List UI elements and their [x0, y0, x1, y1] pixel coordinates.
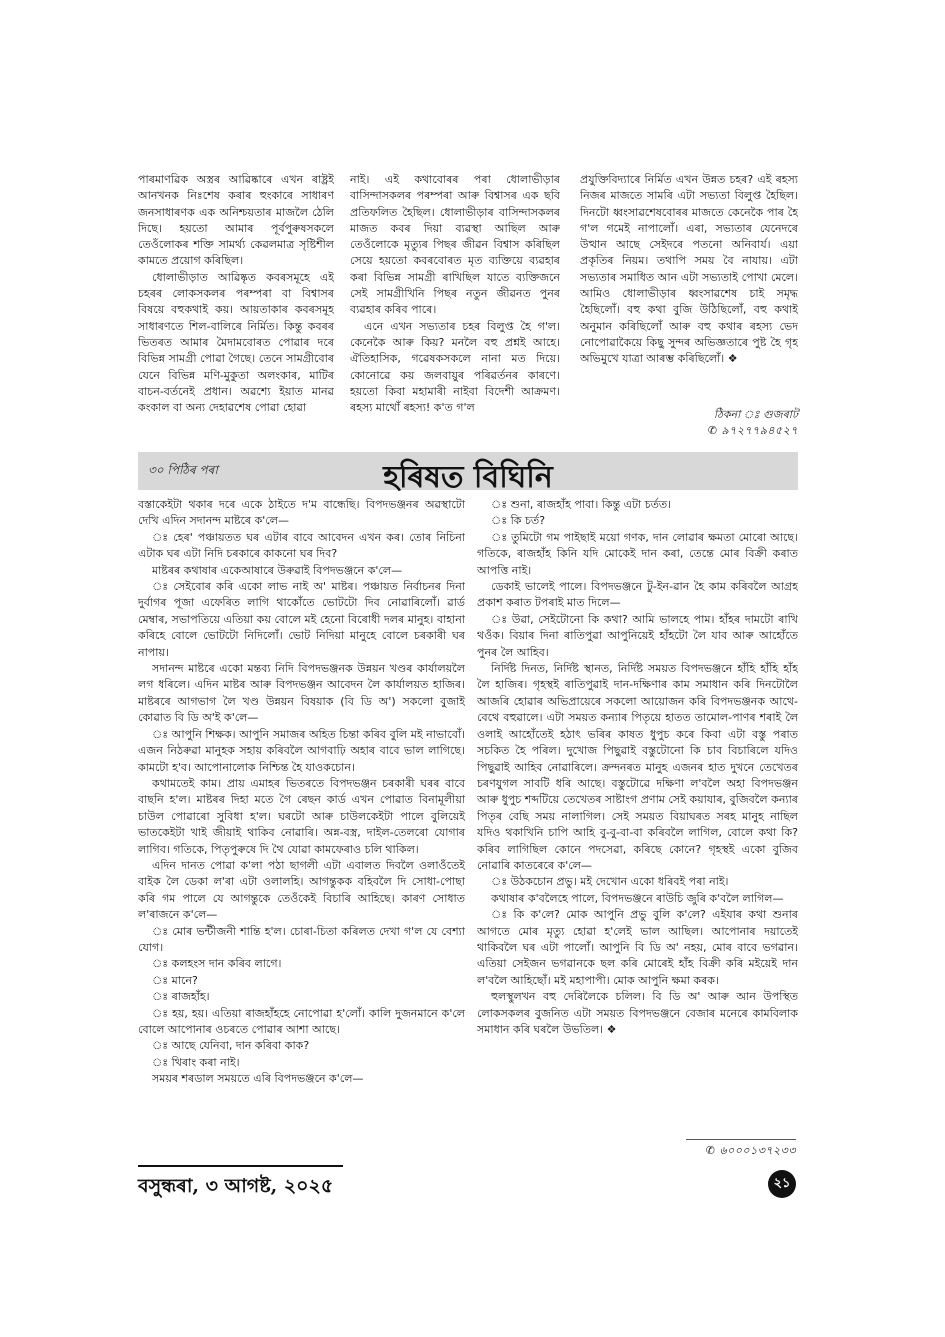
- footer-magazine-date: বসুন্ধৰা, ৩ আগষ্ট, ২০২৫: [138, 1175, 334, 1197]
- paragraph: ঃ শুনা, ৰাজহাঁহ পাবা। কিন্তু এটা চৰ্তত।: [491, 498, 672, 511]
- paragraph: ধোলাভীড়াত আৱিষ্কৃত কবৰসমূহে এই চহৰৰ লোকসকলৰ পৰম্পৰা বা বিশ্বাসৰ বিষয়ে বহুকথাই কয়। আয়তাকাৰ কবৰসমূহ সাধাৰণতে শিল-বালিৰে নিৰ্মিত। কিন্তু কবৰৰ ভিতৰত আমাৰ মৈদামবোৰত পোৱাৰ দৰে বিভিন্ন সামগ্ৰী পোৱা গৈছে। তেনে সামগ্ৰীবোৰ যেনে বিভিন্ন মণি-মুকুতা অলংকাৰ, মাটিৰ বাচন-বৰ্তনেই প্ৰধান। অৱশ্যে ইয়াত মানৱ কংকাল বা অন্য দেহাৱশেষ পোৱা হোৱা: [138, 270, 334, 415]
- paragraph: সদানন্দ মাষ্টৰে একো মন্তব্য নিদি বিপদভঞ্জনক উন্নয়ন খণ্ডৰ কাৰ্যালয়লৈ লগ ধৰিলে। এদিন মাষ্টৰ আৰু বিপদভঞ্জন আবেদন লৈ কাৰ্যালয়ত হাজিৰ। মাষ্টৰৰে আগভাগ লৈ খণ্ড উন্নয়ন বিষয়াক (বি ডি অ') সকলো বুজাই কোৱাত বি ডি অ'ই ক'লে—: [138, 662, 465, 725]
- paragraph: ঃ আছে যেনিবা, দান কৰিবা কাক?: [152, 1039, 310, 1053]
- paragraph: মাষ্টৰৰ কথাষাৰ একেআষাৰে উৰুৱাই বিপদভঞ্জনে ক'লে—: [152, 563, 403, 577]
- story-column-2: [477, 497, 798, 1137]
- paragraph: ঃ কি চৰ্ত?: [491, 514, 546, 528]
- story-column-1: [138, 497, 465, 1159]
- top-column-1: [138, 172, 334, 448]
- paragraph: নাই। এই কথাবোৰৰ পৰা ধোলাভীড়াৰ বাসিন্দাসকলৰ পৰম্পৰা আৰু বিশ্বাসৰ এক ছবি প্ৰতিফলিত হৈছিল। ধোলাভীড়াৰ বাসিন্দাসকলৰ মাজত কবৰ দিয়া ব্যৱস্থা আছিল আৰু তেওঁলোকে মৃত্যুৰ পিছৰ জীৱন বিশ্বাস কৰিছিল সেয়ে হয়তো কবৰবোৰত মৃত ব্যক্তিয়ে ব্যৱহাৰ কৰা বিভিন্ন সামগ্ৰী ৰাখিছিল যাতে ব্যক্তিজনে সেই সামগ্ৰীখিনি পিছৰ নতুন জীৱনত পুনৰ ব্যৱহাৰ কৰিব পাৰে।: [350, 173, 560, 317]
- paragraph: ঃ ৰাজহাঁহ।: [152, 990, 210, 1004]
- paragraph: এদিন দানত পোৱা ক'লা পঠা ছাগলী এটা এবালত দিবলৈ ওলাওঁতেই বাইক লৈ ডেকা ল'ৰা এটা ওলালহি। আগন্তুকক বহিবলৈ দি সোধা-পোছা কৰি গম পালে যে আগন্তুকে তেওঁকেই বিচাৰি আহিছে। কাৰণ সোধাত ল'ৰাজনে ক'লে—: [138, 858, 465, 922]
- story-author-phone: ✆ ৬০০০১৩৭২৩৩: [686, 1139, 796, 1161]
- paragraph: ঃ আপুনি শিক্ষক। আপুনি সমাজৰ অহিত চিন্তা কৰিব বুলি মই নাভাবোঁ। এজন নিঠৰুৱা মানুহক সহায় কৰিবলৈ আগবাঢ়ি অহাৰ বাবে ভাল লাগিছে। কামটো হ'ব। আপোনালোক নিশ্চিন্ত হৈ যাওকচোন।: [138, 727, 465, 774]
- paragraph: বস্তাকেইটা থকাৰ দৰে একে ঠাইতে দ'ম বান্ধেছি। বিপদভঞ্জনৰ অৱস্থাটো দেখি এদিন সদানন্দ মাষ্টৰে ক'লে—: [138, 498, 465, 528]
- paragraph: নিৰ্দিষ্ট দিনত, নিৰ্দিষ্ট স্থানত, নিৰ্দিষ্ট সময়ত বিপদভঞ্জনে হাঁহি হাঁহি হাঁহ লৈ হাজিৰ। গৃহস্থই ৰাতিপুৱাই দান-দক্ষিণাৰ কাম সমাধান কৰি দিনটোলৈ আজৰি হোৱাৰ অভিপ্ৰায়েৰে সকলো আয়োজন কৰি বিপদভঞ্জনক আথে-বেথে বহুৱালে। এটা সময়ত কন্যাৰ পিতৃয়ে হাতত তামোল-পাণৰ শৰাই লৈ ওলাই আহোঁতেই হঠাৎ ভৰিৰ কাষত ধুপুচ কৰে কিবা এটা বস্তু পৰাত সচকিত হৈ পৰিল। দুখোজ পিছুৱাই বস্তুটোনো কি চাব বিচাৰিলে যদিও পিছুৱাই আহিব নোৱাৰিলে। ক্ৰন্দনৰত মানুহ এজনৰ হাত দুখনে তেখেতৰ চৰণযুগল সাবটি ধৰি আছে। বস্তুটোৱে দক্ষিণা ল'বলৈ অহা বিপদভঞ্জন আৰু ধুপুচ শব্দটিয়ে তেখেতৰ সাষ্টাংগ প্ৰণাম সেই কয়াযাৰ, বুজিবলৈ কন্যাৰ পিতৃৰ বেছি সময় নালাগিল। সেই সময়ত বিয়াঘৰত সৰহ মানুহ নাছিল যদিও থকাখিনি চাপি আহি বু-বু-বা-বা কৰিবলৈ লাগিল, বোলে কথা কি? কৰিব লাগিছিল কোনে পদসেৱা, কৰিছে কোনে? গৃহস্থই একো বুজিব নোৱাৰি কাতৰেৰে ক'লে—: [477, 662, 798, 872]
- page-number: ২১: [768, 1170, 796, 1198]
- top-column-2: [350, 172, 560, 448]
- paragraph: ঃ মানে?: [152, 973, 198, 987]
- story-title: হৰিষত বিঘিনি: [383, 460, 553, 495]
- paragraph: প্ৰযুক্তিবিদ্যাৰে নিৰ্মিত এখন উন্নত চহৰ? এই ৰহস্য নিজৰ মাজতে সামৰি এটা সভ্যতা বিলুপ্ত হৈছিল। দিনটো ধ্বংসাৱশেষবোৰৰ মাজতে কেনেকৈ পাৰ হৈ গ'ল গমেই নাপালোঁ। এৰা, সভ্যতাৰ যেনেদৰে উত্থান আছে সেইদৰে পতনো অনিবাৰ্য। এয়া প্ৰকৃতিৰ নিয়ম। তথাপি সময় বৈ নাযায়। এটা সভ্যতাৰ সমাধিত আন এটা সভ্যতাই পোখা মেলে। আমিও ধোলাভীড়াৰ ধ্বংসাৱশেষ চাই সমৃদ্ধ হৈছিলোঁ। বহু কথা বুজি উঠিছিলোঁ, বহু কথাই অনুমান কৰিছিলোঁ আৰু বহু কথাৰ ৰহস্য ভেদ নোপোৱাকৈয়ে কিছু সুন্দৰ অভিজ্ঞতাৰে পুষ্ট হৈ গৃহ অভিমুখে যাত্ৰা আৰম্ভ কৰিছিলোঁ। ❖: [580, 173, 798, 366]
- paragraph: ঃ সেইবোৰ কৰি একো লাভ নাই অ' মাষ্টৰ। পঞ্চায়ত নিৰ্বাচনৰ দিনা দুৰ্বাগৰ পূজা এফেৰিত লাগি থাকোঁতে ভোটটো দিব নোৱাৰিলোঁ। ৱাৰ্ড মেম্বাৰ, সভাপতিয়ে এতিয়া কয় বোলে মই হেনো বিৰোধী দলৰ মানুহ। বাহানা কৰিহে বোলে ভোটটো নিদিলোঁ। ভোট নিদিয়া মানুহে বোলে চৰকাৰী ঘৰ নাপায়।: [138, 580, 465, 659]
- paragraph: এনে এখন সভ্যতাৰ চহৰ বিলুপ্ত হৈ গ'ল। কেনেকৈ আৰু কিয়? মনলৈ বহু প্ৰশ্নই আহে। ঐতিহাসিক, গৱেষকসকলে নানা মত দিয়ে। কোনোৱে কয় জলবায়ুৰ পৰিৱৰ্তনৰ কাৰণে। হয়তো কিবা মহামাৰী নাইবা বিদেশী আক্ৰমণ। ৰহস্য মাথোঁ ৰহস্য! ক'ত গ'ল: [350, 319, 560, 415]
- paragraph: ঃ কি ক'লে? মোক আপুনি প্ৰভু বুলি ক'লে? এইযাৰ কথা শুনাৰ আগতে মোৰ মৃত্যু হোৱা হ'লেই ভাল আছিল। আপোনাৰ দয়াতেই থাকিবলৈ ঘৰ এটা পালোঁ। আপুনি বি ডি অ' নহয়, মোৰ বাবে ভগৱান। এতিয়া সেইজন ভগৱানকে ছল কৰি মোৰেই হাঁহ বিক্ৰী কৰি মইয়েই দান ল'বলৈ আহিছোঁ। মই মহাপাপী। মোক আপুনি ক্ষমা কৰক।: [477, 908, 798, 987]
- author-address: ঠিকনা ঃ গুজৰাট: [713, 408, 798, 421]
- footer-rule: [138, 1165, 343, 1167]
- paragraph: কথামতেই কাম। প্ৰায় এমাহৰ ভিতৰতে বিপদভঞ্জন চৰকাৰী ঘৰৰ বাবে বাছনি হ'ল। মাষ্টৰৰ দিহা মতে গৈ ৰেছন কাৰ্ড এখন পোৱাত বিনামূলীয়া চাউল পোৱাৰো সুবিধা হ'ল। ঘৰটো আৰু চাউলকেইটা পালে বুলিয়েই ভাতকেইটা খাই জীয়াই থাকিব নোৱাৰি। অন্ন-বস্ত্ৰ, দাইল-তেলৰো যোগাৰ লাগিব। গতিকে, পিতৃপুৰুষে দি থৈ যোৱা কামফেৰাও চলি থাকিল।: [138, 776, 465, 856]
- paragraph: হুলস্থুলখন বহু দেৰিলৈকে চলিল। বি ডি অ' আৰু আন উপস্থিত লোকসকলৰ বুজনিত এটা সময়ত বিপদভঞ্জনে বেজাৰ মনেৰে কামবিলাক সমাধান কৰি ঘৰলৈ উভতিল। ❖: [477, 990, 798, 1036]
- author-phone: ✆ ৯৭২৭৭৯৪৫২৭: [707, 424, 798, 437]
- paragraph: সময়ৰ শৰডাল সময়তে এৰি বিপদভঞ্জনে ক'লে—: [152, 1072, 364, 1086]
- paragraph: ঃ মোৰ ভন্টীজনী শান্তি হ'ল। চোৰা-চিতা কৰিলত দেখা গ'ল যে বেশ্যা যোগ।: [138, 924, 465, 954]
- paragraph: পাৰমাণৱিক অস্ত্ৰৰ আৱিষ্কাৰে এখন ৰাষ্ট্ৰই আনখনক নিঃশেষ কৰাৰ হুংকাৰে সাধাৰণ জনসাধাৰণক এক অনিশ্চয়তাৰ মাজলৈ ঠেলি দিছে। হয়তো আমাৰ পূৰ্বপুৰুষসকলে তেওঁলোকৰ শক্তি সামৰ্থ্য কেৱলমাত্ৰ সৃষ্টিশীল কামতে প্ৰয়োগ কৰিছিল।: [138, 173, 334, 268]
- paragraph: ডেকাই ভালেই পালে। বিপদভঞ্জনে টু-ইন-ৱান হৈ কাম কৰিবলৈ আগ্ৰহ প্ৰকাশ কৰাত টপৰাই মাত দিলে—: [477, 580, 798, 610]
- paragraph: ঃ হেৰ' পঞ্চায়তত ঘৰ এটাৰ বাবে আবেদন এখন কৰ। তোৰ নিচিনা এটাক ঘৰ এটা নিদি চৰকাৰে কাকনো ঘৰ দিব?: [138, 530, 465, 561]
- paragraph: ঃ উৱা, সেইটোনো কি কথা? আমি ভালহে পাম। হাঁহৰ দামটো ৰাখি থওঁক। বিয়াৰ দিনা ৰাতিপুৱা আপুনিয়েই হাঁহটো লৈ যাব আৰু আহোঁতে পুনৰ লৈ আহিব।: [477, 612, 798, 659]
- paragraph: ঃ থিৰাং কৰা নাই।: [152, 1055, 240, 1069]
- paragraph: ঃ কলহংস দান কৰিব লাগে।: [152, 957, 282, 971]
- paragraph: কথাষাৰ ক'বলৈহে পালে, বিপদভঞ্জনে ৰাউচি জুৰি ক'বলৈ লাগিল—: [491, 891, 784, 905]
- paragraph: ঃ হয়, হয়। এতিয়া ৰাজহাঁহহে নোপোৱা হ'লোঁ। কালি দুজনমানে ক'লে বোলে আপোনাৰ ওচৰতে পোৱাৰ আশা আছে।: [138, 1006, 465, 1036]
- paragraph: ঃ উঠকচোন প্ৰভু। মই দেখোন একো ধৰিবই পৰা নাই।: [491, 875, 729, 889]
- author-signature: [580, 407, 798, 439]
- top-column-3: [580, 172, 798, 380]
- paragraph: ঃ তুমিটো গম পাইছাই ময়ো গণক, দান লোৱাৰ ক্ষমতা মোৰো আছে। গতিকে, ৰাজহাঁহ কিনি যদি মোকেই দান কৰা, তেন্তে মোৰ বিক্ৰী কৰাত আপত্তি নাই।: [477, 530, 798, 577]
- continued-from-label: ৩০ পিঠিৰ পৰা: [148, 463, 218, 477]
- story-title-band: [138, 452, 798, 495]
